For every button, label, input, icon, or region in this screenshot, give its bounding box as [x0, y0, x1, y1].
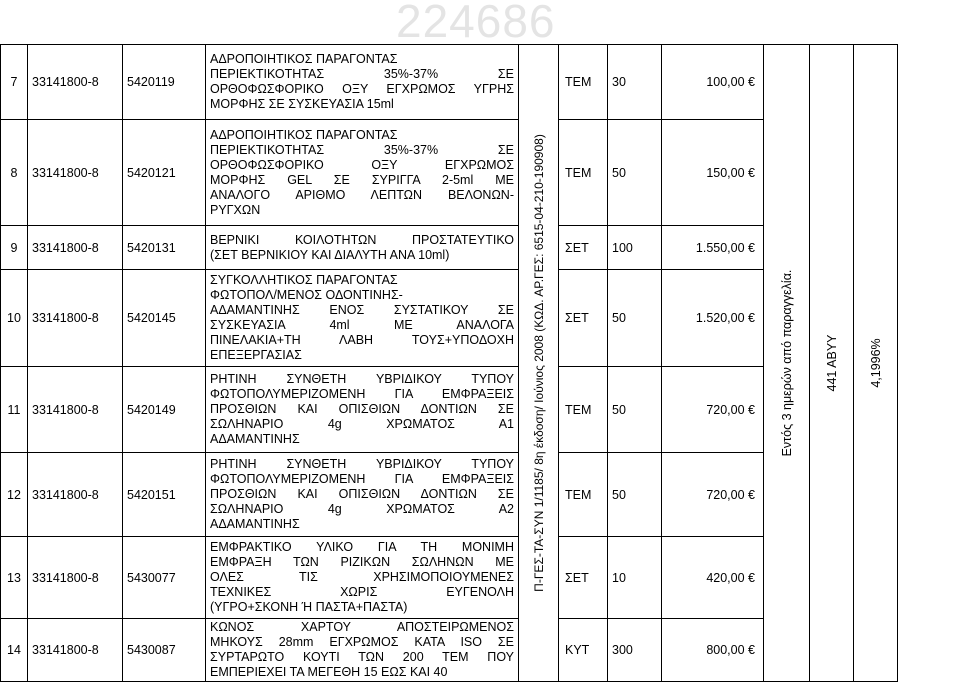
item-code: 5430087 [123, 619, 206, 682]
abyy-cell-text: 441 ΑΒΥΥ [824, 334, 839, 392]
items-table-body [1, 45, 938, 682]
description-line: ΣΩΛΗΝΑΡΙΟ 4g ΧΡΩΜΑΤΟΣ Α2 [210, 502, 514, 516]
reference-cell [519, 45, 559, 682]
item-description [206, 270, 519, 367]
description-line: ΟΡΘΟΦΩΣΦΟΡΙΚΟ ΟΞΥ ΕΓΧΡΩΜΟΣ ΥΓΡΗΣ [210, 82, 514, 96]
unit: ΤΕΜ [559, 453, 608, 537]
item-description [206, 453, 519, 537]
quantity: 50 [608, 367, 662, 453]
quantity: 50 [608, 120, 662, 226]
price: 150,00 € [662, 120, 764, 226]
description-line: ΟΡΘΟΦΩΣΦΟΡΙΚΟ ΟΞΥ ΕΓΧΡΩΜΟΣ [210, 157, 514, 172]
description-line: ΡΥΓΧΩΝ [210, 202, 261, 217]
cpv-code: 33141800-8 [28, 45, 123, 120]
item-description [206, 226, 519, 270]
unit: ΣΕΤ [559, 537, 608, 619]
description-line: ΑΔΑΜΑΝΤΙΝΗΣ [210, 432, 300, 446]
table-row [1, 45, 938, 120]
item-number: 8 [1, 120, 28, 226]
description-line: ΑΝΑΛΟΓΟ ΑΡΙΘΜΟ ΛΕΠΤΩΝ ΒΕΛΟΝΩΝ- [210, 187, 514, 202]
price: 1.550,00 € [662, 226, 764, 270]
description-line: ΠΕΡΙΕΚΤΙΚΟΤΗΤΑΣ 35%-37% ΣΕ [210, 142, 514, 157]
quantity: 50 [608, 453, 662, 537]
abyy-cell [810, 45, 854, 682]
description-line: ΚΩΝΟΣ ΧΑΡΤΟΥ ΑΠΟΣΤΕΙΡΩΜΕΝΟΣ [210, 620, 514, 634]
item-number: 14 [1, 619, 28, 682]
item-number: 9 [1, 226, 28, 270]
quantity: 100 [608, 226, 662, 270]
item-code: 5420119 [123, 45, 206, 120]
description-line: ΠΙΝΕΛΑΚΙΑ+ΤΗ ΛΑΒΗ ΤΟΥΣ+ΥΠΟΔΟΧΗ [210, 333, 514, 347]
unit: ΣΕΤ [559, 226, 608, 270]
description-line: ΑΔΡΟΠΟΙΗΤΙΚΟΣ ΠΑΡΑΓΟΝΤΑΣ [210, 127, 398, 142]
item-code: 5430077 [123, 537, 206, 619]
description-line: ΑΔΡΟΠΟΙΗΤΙΚΟΣ ΠΑΡΑΓΟΝΤΑΣ [210, 52, 398, 66]
item-code: 5420121 [123, 120, 206, 226]
description-line: ΣΥΓΚΟΛΛΗΤΙΚΟΣ ΠΑΡΑΓΟΝΤΑΣ [210, 273, 398, 287]
price: 420,00 € [662, 537, 764, 619]
description-line: ΠΡΟΣΘΙΩΝ ΚΑΙ ΟΠΙΣΘΙΩΝ ΔΟΝΤΙΩΝ ΣΕ [210, 487, 514, 501]
cpv-code: 33141800-8 [28, 453, 123, 537]
item-code: 5420145 [123, 270, 206, 367]
description-line: ΣΥΣΚΕΥΑΣΙΑ 4ml ΜΕ ΑΝΑΛΟΓΑ [210, 318, 514, 332]
description-line: ΜΟΡΦΗΣ ΣΕ ΣΥΣΚΕΥΑΣΙΑ 15ml [210, 97, 394, 111]
description-line: ΤΕΧΝΙΚΕΣ ΧΩΡΙΣ ΕΥΓΕΝΟΛΗ [210, 585, 514, 599]
description-line: ΦΩΤΟΠΟΛ/ΜΕΝΟΣ ΟΔΟΝΤΙΝΗΣ- [210, 288, 403, 302]
description-line: ΒΕΡΝΙΚΙ ΚΟΙΛΟΤΗΤΩΝ ΠΡΟΣΤΑΤΕΥΤΙΚΟ [210, 232, 514, 247]
description-line: (ΣΕΤ ΒΕΡΝΙΚΙΟΥ ΚΑΙ ΔΙΑΛΥΤΗ ΑΝΑ 10ml) [210, 247, 450, 262]
price: 1.520,00 € [662, 270, 764, 367]
cpv-code: 33141800-8 [28, 619, 123, 682]
description-line: ΟΛΕΣ ΤΙΣ ΧΡΗΣΙΜΟΠΟΙΟΥΜΕΝΕΣ [210, 570, 514, 584]
items-table [0, 44, 938, 682]
cpv-code: 33141800-8 [28, 537, 123, 619]
description-line: ΕΜΦΡΑΞΗ ΤΩΝ ΡΙΖΙΚΩΝ ΣΩΛΗΝΩΝ ΜΕ [210, 555, 514, 569]
item-number: 10 [1, 270, 28, 367]
delivery-cell-text: Εντός 3 ημερών από παραγγελία. [779, 269, 794, 457]
item-code: 5420151 [123, 453, 206, 537]
description-line: ΣΥΡΤΑΡΩΤΟ ΚΟΥΤΙ ΤΩΝ 200 ΤΕΜ ΠΟΥ [210, 650, 514, 664]
price: 720,00 € [662, 453, 764, 537]
item-description [206, 537, 519, 619]
quantity: 30 [608, 45, 662, 120]
percent-cell [854, 45, 898, 682]
delivery-cell [764, 45, 810, 682]
description-line: ΜΟΡΦΗΣ GEL ΣΕ ΣΥΡΙΓΓΑ 2-5ml ΜΕ [210, 172, 514, 187]
cpv-code: 33141800-8 [28, 367, 123, 453]
description-line: ΣΩΛΗΝΑΡΙΟ 4g ΧΡΩΜΑΤΟΣ Α1 [210, 417, 514, 431]
item-number: 13 [1, 537, 28, 619]
description-line: ΕΜΦΡΑΚΤΙΚΟ ΥΛΙΚΟ ΓΙΑ ΤΗ ΜΟΝΙΜΗ [210, 540, 514, 554]
item-description [206, 120, 519, 226]
quantity: 10 [608, 537, 662, 619]
item-code: 5420131 [123, 226, 206, 270]
description-line: ΕΠΕΞΕΡΓΑΣΙΑΣ [210, 348, 302, 362]
quantity: 50 [608, 270, 662, 367]
description-line: ΡΗΤΙΝΗ ΣΥΝΘΕΤΗ ΥΒΡΙΔΙΚΟΥ ΤΥΠΟΥ [210, 457, 514, 471]
unit: ΚΥΤ [559, 619, 608, 682]
unit: ΤΕΜ [559, 45, 608, 120]
cpv-code: 33141800-8 [28, 226, 123, 270]
item-number: 7 [1, 45, 28, 120]
unit: ΤΕΜ [559, 120, 608, 226]
description-line: ΕΜΠΕΡΙΕΧΕΙ ΤΑ ΜΕΓΕΘΗ 15 ΕΩΣ ΚΑΙ 40 [210, 665, 448, 679]
item-number: 12 [1, 453, 28, 537]
item-code: 5420149 [123, 367, 206, 453]
percent-cell-text: 4,1996% [868, 338, 883, 388]
item-description [206, 619, 519, 682]
item-description [206, 367, 519, 453]
price: 720,00 € [662, 367, 764, 453]
description-line: ΜΗΚΟΥΣ 28mm ΕΓΧΡΩΜΟΣ ΚΑΤΑ ISO ΣΕ [210, 635, 514, 649]
description-line: ΑΔΑΜΑΝΤΙΝΗΣ ΕΝΟΣ ΣΥΣΤΑΤΙΚΟΥ ΣΕ [210, 303, 514, 317]
item-description [206, 45, 519, 120]
reference-text: Π-ΓΕΣ-ΤΑ-ΣΥΝ 1/1185/ 8η έκδοση/ Ιούνιος 2008 (ΚΩΔ. ΑΡ.ΓΕΣ: 6515-04-210-190908) [531, 134, 546, 592]
description-line: ΑΔΑΜΑΝΤΙΝΗΣ [210, 517, 300, 531]
description-line: ΡΗΤΙΝΗ ΣΥΝΘΕΤΗ ΥΒΡΙΔΙΚΟΥ ΤΥΠΟΥ [210, 372, 514, 386]
price: 800,00 € [662, 619, 764, 682]
unit: ΣΕΤ [559, 270, 608, 367]
quantity: 300 [608, 619, 662, 682]
item-number: 11 [1, 367, 28, 453]
cpv-code: 33141800-8 [28, 270, 123, 367]
cpv-code: 33141800-8 [28, 120, 123, 226]
watermark-number: 224686 [396, 0, 556, 47]
price: 100,00 € [662, 45, 764, 120]
description-line: ΦΩΤΟΠΟΛΥΜΕΡΙΖΟΜΕΝΗ ΓΙΑ ΕΜΦΡΑΞΕΙΣ [210, 472, 514, 486]
description-line: ΠΡΟΣΘΙΩΝ ΚΑΙ ΟΠΙΣΘΙΩΝ ΔΟΝΤΙΩΝ ΣΕ [210, 402, 514, 416]
description-line: ΦΩΤΟΠΟΛΥΜΕΡΙΖΟΜΕΝΗ ΓΙΑ ΕΜΦΡΑΞΕΙΣ [210, 387, 514, 401]
unit: ΤΕΜ [559, 367, 608, 453]
description-line: ΠΕΡΙΕΚΤΙΚΟΤΗΤΑΣ 35%-37% ΣΕ [210, 67, 514, 81]
description-line: (ΥΓΡΟ+ΣΚΟΝΗ Ή ΠΑΣΤΑ+ΠΑΣΤΑ) [210, 600, 408, 614]
